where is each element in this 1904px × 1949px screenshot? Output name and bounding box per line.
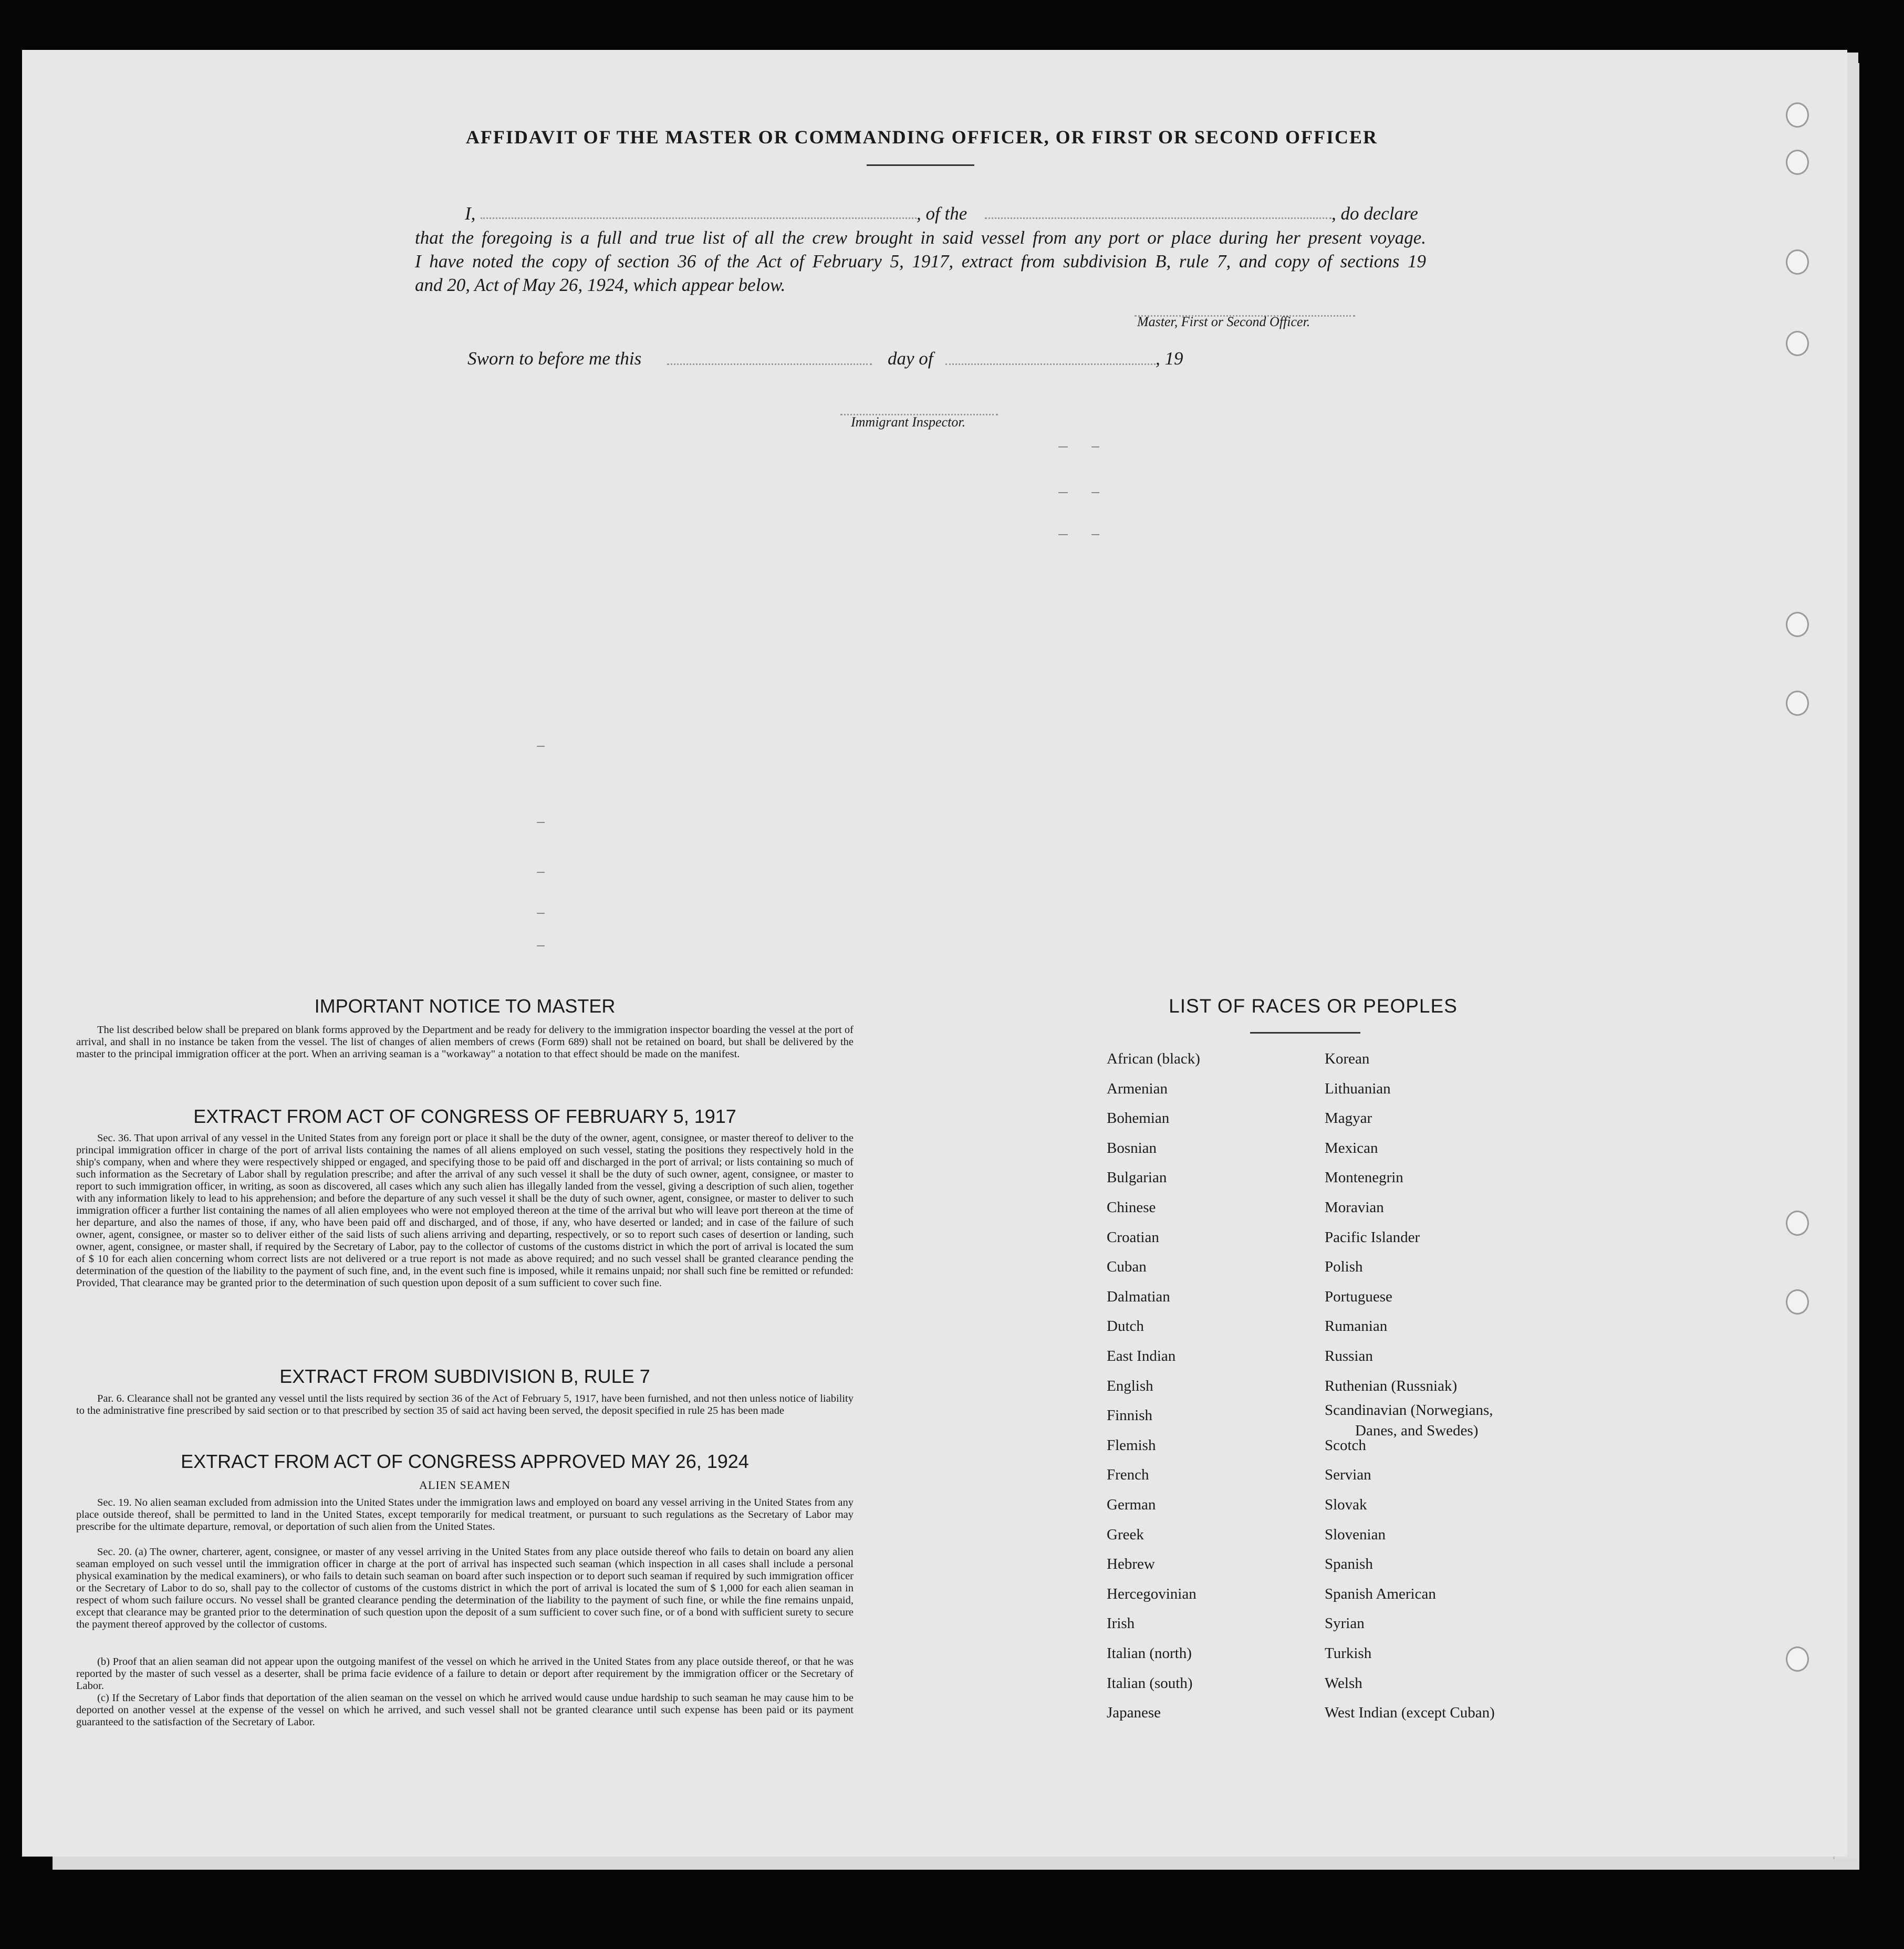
race-item: Hebrew — [1107, 1556, 1155, 1572]
race-item: West Indian (except Cuban) — [1325, 1704, 1495, 1721]
race-item: Syrian — [1325, 1615, 1365, 1632]
extract-1924-subtitle: ALIEN SEAMEN — [419, 1478, 511, 1492]
form-mark — [537, 746, 545, 747]
race-item: Hercegovinian — [1107, 1586, 1196, 1602]
race-item: Moravian — [1325, 1199, 1384, 1216]
race-item: Montenegrin — [1325, 1169, 1403, 1186]
binder-hole — [1786, 1646, 1809, 1672]
race-item: Cuban — [1107, 1258, 1147, 1275]
race-item: Rumanian — [1325, 1318, 1388, 1335]
race-item: Dalmatian — [1107, 1288, 1170, 1305]
race-item: Chinese — [1107, 1199, 1156, 1216]
race-item: Russian — [1325, 1348, 1373, 1364]
affidavit-line1-of: , of the — [917, 203, 967, 224]
sworn-label: Sworn to before me this — [467, 348, 642, 369]
master-signature-label: Master, First or Second Officer. — [1137, 314, 1310, 329]
race-item: Flemish — [1107, 1437, 1156, 1454]
race-item: Polish — [1325, 1258, 1363, 1275]
race-item: Turkish — [1325, 1645, 1372, 1662]
form-mark — [1058, 446, 1068, 447]
race-item: Scandinavian (Norwegians, — [1325, 1402, 1493, 1419]
form-mark — [1091, 534, 1099, 535]
inspector-signature-blank[interactable] — [840, 397, 998, 415]
affidavit-line3: I have noted the copy of section 36 of the Act of February 5, 1917, extract from subdivision B, rule 7, and copy of sections 19 — [415, 251, 1426, 272]
race-item: Korean — [1325, 1050, 1370, 1067]
race-item: Greek — [1107, 1526, 1144, 1543]
race-item: Finnish — [1107, 1407, 1153, 1424]
affidavit-line2: that the foregoing is a full and true list of all the crew brought in said vessel from any port or place during her present voyage. — [415, 227, 1426, 248]
race-item: Slovenian — [1325, 1526, 1386, 1543]
race-item: Slovak — [1325, 1496, 1367, 1513]
race-item: Ruthenian (Russniak) — [1325, 1378, 1458, 1394]
month-blank[interactable] — [945, 347, 1156, 365]
binder-hole — [1786, 1211, 1809, 1236]
affidavit-line1-declare: , do declare — [1331, 203, 1418, 224]
extract-1917-body: Sec. 36. That upon arrival of any vessel in the United States from any foreign port or place it shall be the duty of the owner, agent, consignee, or master thereof to deliver to the principal immigration officer in charge of the port of arrival lists containing the names of all aliens employed on such vessel, stating the positions they respectively hold in the ship's company, when and where they were respectively shipped or engaged, and specifying those to be paid off and discharged in the port of arrival; or lists containing so much of such information as the Secretary of Labor shall by regulation prescribe; and after the arrival of any such vessel it shall be the duty of such owner, agent, consignee, or master to report to such immigration officer, in writing, as soon as discovered, all cases which any such alien has illegally landed from the vessel, giving a description of such alien, together with any information likely to lead to his apprehension; and before the departure of any such vessel it shall be the duty of such owner, agent, consignee, or master to deliver to such immigration officer a further list containing the names of all alien employees who were not employed thereon at the time of the arrival but who will leave port thereon at the time of her departure, and also the names of those, if any, who have been paid off and discharged, and of those, if any, who have deserted or landed; and in case of the failure of such owner, agent, consignee, or master so to deliver either of the said lists of such aliens arriving and departing, respectively, or so to report such cases of desertion or landing, such owner, agent, consignee, or master shall, if required by the Secretary of Labor, pay to the collector of customs of the customs district in which the port of arrival is located the sum of $ 10 for each alien concerning whom correct lists are not delivered or a true report is not made as above required; and no such vessel shall be granted clearance pending the determination of the question of the liability to the payment of such fine, and, in the event such fine is imposed, while it remains unpaid; nor shall such fine be remitted or refunded: Provided, That clearance may be granted prior to the determination of such question upon deposit of a sum sufficient to cover such fine. — [76, 1132, 854, 1289]
race-item: French — [1107, 1466, 1149, 1483]
binder-hole — [1786, 150, 1809, 175]
race-item: East Indian — [1107, 1348, 1176, 1364]
extract-1924-title: EXTRACT FROM ACT OF CONGRESS APPROVED MAY 26, 1924 — [181, 1451, 749, 1472]
binder-hole — [1786, 102, 1809, 128]
notice-title: IMPORTANT NOTICE TO MASTER — [314, 995, 616, 1017]
rule7-title: EXTRACT FROM SUBDIVISION B, RULE 7 — [279, 1366, 650, 1387]
extract-1917-title: EXTRACT FROM ACT OF CONGRESS OF FEBRUARY 5, 1917 — [193, 1106, 736, 1127]
vessel-blank[interactable] — [985, 201, 1331, 219]
race-item: Pacific Islander — [1325, 1229, 1420, 1246]
form-mark — [1091, 446, 1099, 447]
form-mark — [537, 822, 545, 823]
affidavit-title: AFFIDAVIT OF THE MASTER OR COMMANDING OFFICER, OR FIRST OR SECOND OFFICER — [465, 127, 1378, 148]
race-item: Armenian — [1107, 1080, 1168, 1097]
binder-hole — [1786, 612, 1809, 637]
race-item: Bohemian — [1107, 1110, 1170, 1127]
binder-hole — [1786, 1289, 1809, 1315]
race-item: English — [1107, 1378, 1153, 1394]
race-item: Lithuanian — [1325, 1080, 1391, 1097]
form-mark — [1058, 492, 1068, 493]
race-item: German — [1107, 1496, 1156, 1513]
binder-hole — [1786, 691, 1809, 716]
extract-1924-sec20c: (c) If the Secretary of Labor finds that deportation of the alien seaman on the vessel on which he arrived would cause undue hardship to such seaman he may cause him to be deported on another vessel at the expense of the vessel on which he arrived, and such vessel shall not be granted clearance until such expense has been paid or its payment guaranteed to the satisfaction of the Secretary of Labor. — [76, 1692, 854, 1728]
extract-1924-sec20b: (b) Proof that an alien seaman did not appear upon the outgoing manifest of the vessel on which he arrived in the United States from any place outside thereof, or that he was reported by the master of such vessel as a deserter, shall be prima facie evidence of a failure to detain or deport after requirement by the immigration officer or the Secretary of Labor. — [76, 1656, 854, 1692]
binder-hole — [1786, 249, 1809, 275]
race-item: Italian (south) — [1107, 1675, 1193, 1692]
races-title: LIST OF RACES OR PEOPLES — [1169, 995, 1458, 1017]
day-blank[interactable] — [667, 347, 872, 365]
race-item: Spanish — [1325, 1556, 1373, 1572]
race-item: Italian (north) — [1107, 1645, 1192, 1662]
race-item: Dutch — [1107, 1318, 1144, 1335]
race-item: Bulgarian — [1107, 1169, 1167, 1186]
binder-hole — [1786, 331, 1809, 356]
race-item: Welsh — [1325, 1675, 1362, 1692]
form-mark — [1058, 534, 1068, 535]
races-title-underline — [1250, 1032, 1360, 1034]
race-item: Irish — [1107, 1615, 1135, 1632]
name-blank[interactable] — [481, 201, 917, 219]
race-item: Croatian — [1107, 1229, 1159, 1246]
year-label: , 19 — [1156, 348, 1183, 369]
inspector-label: Immigrant Inspector. — [851, 414, 966, 430]
extract-1924-sec19: Sec. 19. No alien seaman excluded from admission into the United States under the immigration laws and employed on board any vessel arriving in the United States from any place outside thereof, shall be permitted to land in the United States, except temporarily for medical treatment, or pursuant to such regulations as the Secretary of Labor may prescribe for the ultimate departure, removal, or deportation of such alien from the United States. — [76, 1497, 854, 1533]
affidavit-line1-i: I, — [465, 203, 476, 224]
race-item: Magyar — [1325, 1110, 1372, 1127]
form-mark — [1091, 492, 1099, 493]
title-underline — [867, 164, 974, 166]
form-mark — [537, 913, 545, 914]
notice-body: The list described below shall be prepared on blank forms approved by the Department and be ready for delivery to the immigration inspector boarding the vessel at the port of arrival, and shall in no instance be taken from the vessel. The list of changes of alien members of crews (Form 689) shall not be retained on board, but shall be delivered by the master to the principal immigration officer at the port. When an arriving seaman is a "workaway" a notation to that effect should be made on the manifest. — [76, 1024, 854, 1060]
race-item: Servian — [1325, 1466, 1371, 1483]
day-of-label: day of — [888, 348, 933, 369]
race-item: Japanese — [1107, 1704, 1161, 1721]
rule7-body: Par. 6. Clearance shall not be granted any vessel until the lists required by section 36 of the Act of February 5, 1917, have been furnished, and not then unless notice of liability to the administrative fine prescribed by said section or to that prescribed by section 35 of said act having been served, the deposit specified in rule 25 has been made — [76, 1393, 854, 1416]
extract-1924-sec20a: Sec. 20. (a) The owner, charterer, agent, consignee, or master of any vessel arriving in the United States from any place outside thereof who fails to detain on board any alien seaman employed on such vessel until the immigration officer in charge at the port of arrival has inspected such seaman (which inspection in all cases shall include a personal physical examination by the medical examiners), or who fails to detain such seaman on board after such inspection or to deport such seaman if required by such immigration officer or the Secretary of Labor to do so, shall pay to the collector of customs of the customs district in which the port of arrival is located the sum of $ 1,000 for each alien seaman in respect of whom such failure occurs. No vessel shall be granted clearance pending the determination of the liability to the payment of such fine, or while the fine remains unpaid, except that clearance may be granted prior to the determination of such question upon the deposit of a sum sufficient to cover such fine, or of a bond with sufficient surety to secure the payment thereof approved by the collector of customs. — [76, 1546, 854, 1630]
affidavit-line4: and 20, Act of May 26, 1924, which appear below. — [415, 275, 786, 295]
race-item: African (black) — [1107, 1050, 1200, 1067]
race-item: Portuguese — [1325, 1288, 1392, 1305]
race-scandinavian-continuation: Danes, and Swedes) — [1355, 1422, 1479, 1439]
form-mark — [537, 872, 545, 873]
race-item: Mexican — [1325, 1140, 1378, 1156]
race-item: Spanish American — [1325, 1586, 1436, 1602]
form-mark — [537, 945, 545, 946]
race-item: Bosnian — [1107, 1140, 1157, 1156]
race-item: Scotch — [1325, 1437, 1366, 1454]
